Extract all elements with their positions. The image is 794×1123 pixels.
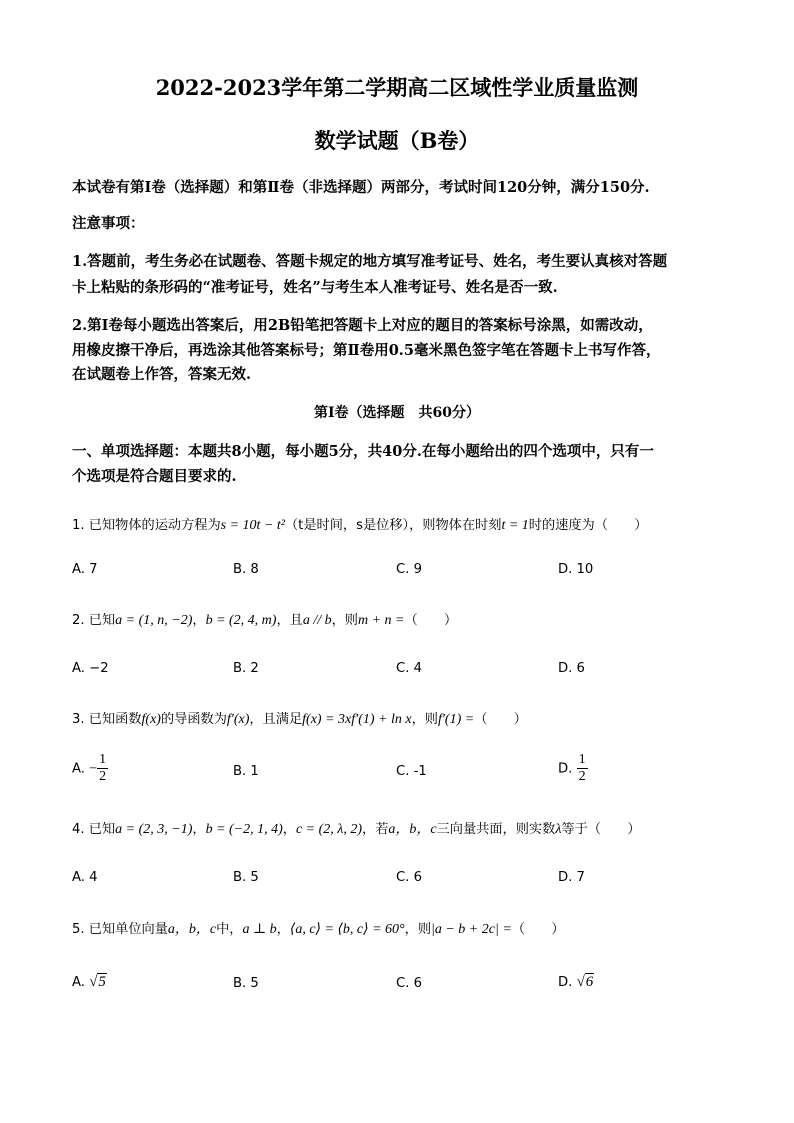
question-1-option-a: A. 7: [72, 562, 98, 577]
question-1-option-b: B. 8: [233, 562, 259, 577]
question-5-text-d: （ ）: [511, 922, 565, 937]
question-4-text-d: 等于（ ）: [561, 822, 641, 837]
question-5-stem: [72, 918, 565, 938]
exam-subtitle: 数学试题（B卷）: [314, 128, 480, 153]
question-2-vector-b: b = (2, 4, m): [205, 613, 277, 628]
question-5-vectors: a，b，c: [167, 922, 217, 937]
option-label: D.: [558, 761, 573, 777]
question-4-vectors: a，b，c: [388, 822, 437, 837]
question-3-text-c: ，且满足: [249, 712, 303, 727]
question-1-equation: s = 10t − t²: [220, 518, 285, 533]
question-2-vector-a: a = (1, n, −2): [115, 613, 193, 628]
question-1-text-b: （t是时间，s是位移），则物体在时刻: [284, 518, 502, 533]
question-4-vector-c: c = (2, λ, 2): [295, 822, 363, 837]
fraction-numerator: 1: [578, 752, 586, 767]
question-2-option-a: A. −2: [72, 661, 109, 676]
question-3-text-e: （ ）: [474, 712, 527, 727]
question-3-text-a: 3. 已知函数: [72, 712, 142, 727]
square-root: √6: [576, 974, 594, 990]
question-5-magnitude: |a − b + 2c| =: [431, 922, 512, 937]
question-3-text-d: ，则: [411, 712, 438, 727]
note-2-line-3: 在试题卷上作答，答案无效.: [72, 366, 252, 383]
question-2-text-c: ，则: [331, 613, 358, 628]
question-3-fx: f(x): [141, 712, 161, 727]
question-2-stem: [72, 609, 457, 629]
question-2-parallel: a // b: [302, 613, 332, 628]
question-2-sum: m + n =: [357, 613, 405, 628]
question-5-angles: ⟨a, c⟩ = ⟨b, c⟩ = 60°: [289, 922, 405, 937]
question-1-option-c: C. 9: [396, 562, 422, 577]
question-3-option-d: [558, 752, 588, 785]
section-heading: 第Ⅰ卷（选择题 共60分）: [313, 405, 481, 421]
question-3-option-a: [72, 752, 108, 785]
part1-instructions-line-1: 一、单项选择题：本题共8小题，每小题5分，共40分.在每小题给出的四个选项中，只有一: [72, 443, 654, 460]
note-1-line-1: 1.答题前，考生务必在试题卷、答题卡规定的地方填写准考证号、姓名，考生要认真核对答题: [72, 253, 668, 270]
question-2-option-c: C. 4: [396, 661, 422, 676]
minus-sign: −: [89, 761, 98, 777]
option-label: A.: [72, 975, 85, 990]
fraction-denominator: 2: [578, 769, 586, 784]
question-4-option-d: D. 7: [558, 870, 585, 885]
square-root: √5: [89, 974, 106, 990]
question-4-text-b: ，若: [362, 822, 389, 837]
radicand: 5: [98, 974, 106, 990]
question-4-sep-2: ，: [282, 822, 296, 837]
question-1-text-c: 时的速度为（ ）: [528, 518, 648, 533]
question-2-sep: ，: [192, 613, 206, 628]
question-4-option-c: C. 6: [396, 870, 422, 885]
question-4-sep-1: ，: [192, 822, 206, 837]
fraction: [97, 752, 108, 785]
question-5-option-d: [558, 974, 594, 991]
question-2-option-b: B. 2: [233, 661, 259, 676]
fraction-numerator: 1: [99, 752, 107, 767]
question-5-text-b: 中，: [216, 922, 243, 937]
question-2-text-b: ，且: [276, 613, 303, 628]
question-5-text-c: ，则: [404, 922, 432, 937]
fraction: [577, 752, 588, 785]
question-4-option-b: B. 5: [233, 870, 259, 885]
question-4-text-c: 三向量共面，则实数: [436, 822, 556, 837]
question-3-stem: [72, 708, 527, 728]
question-5-option-a: [72, 974, 107, 991]
question-4-lambda: λ: [555, 822, 562, 837]
notice-title: 注意事项：: [72, 215, 145, 232]
question-5-text-a: 5. 已知单位向量: [72, 922, 168, 937]
question-3-option-c: C. -1: [396, 764, 427, 779]
note-2-line-1: 2.第Ⅰ卷每小题选出答案后，用2B铅笔把答题卡上对应的题目的答案标号涂黑，如需改动，: [72, 317, 653, 334]
question-2-option-d: D. 6: [558, 661, 585, 676]
question-5-perpendicular: a ⊥ b: [242, 922, 277, 937]
intro-line: 本试卷有第Ⅰ卷（选择题）和第Ⅱ卷（非选择题）两部分，考试时间120分钟，满分150分.: [72, 179, 650, 196]
question-3-text-b: 的导函数为: [160, 712, 227, 727]
question-4-text-a: 4. 已知: [72, 822, 116, 837]
note-2-line-2: 用橡皮擦干净后，再选涂其他答案标号；第Ⅱ卷用0.5毫米黑色签字笔在答题卡上书写作答，: [72, 342, 661, 359]
part1-instructions-line-2: 个选项是符合题目要求的.: [72, 468, 237, 485]
question-1-option-d: D. 10: [558, 562, 594, 577]
question-3-equation: f(x) = 3xf′(1) + ln x: [302, 712, 412, 727]
radicand: 6: [585, 974, 594, 990]
question-4-vector-b: b = (−2, 1, 4): [205, 822, 283, 837]
option-label: A.: [72, 761, 85, 777]
question-3-option-b: B. 1: [233, 764, 259, 779]
question-1-text-a: 1. 已知物体的运动方程为: [72, 518, 221, 533]
question-3-target: f′(1) =: [437, 712, 475, 727]
question-2-text-d: （ ）: [404, 613, 458, 628]
question-2-text-a: 2. 已知: [72, 613, 116, 628]
note-1-line-2: 卡上粘贴的条形码的“准考证号，姓名”与考生本人准考证号、姓名是否一致.: [72, 279, 558, 296]
question-5-option-b: B. 5: [233, 976, 259, 991]
question-5-sep: ，: [276, 922, 290, 937]
question-3-fprime: f′(x): [226, 712, 250, 727]
question-4-option-a: A. 4: [72, 870, 98, 885]
question-1-stem: [72, 514, 647, 534]
option-label: D.: [558, 975, 573, 990]
question-4-stem: [72, 818, 641, 838]
question-4-vector-a: a = (2, 3, −1): [115, 822, 193, 837]
exam-title: 2022-2023学年第二学期高二区域性学业质量监测: [155, 75, 639, 100]
question-1-time: t = 1: [501, 518, 529, 533]
question-5-option-c: C. 6: [396, 976, 422, 991]
fraction-denominator: 2: [99, 769, 107, 784]
